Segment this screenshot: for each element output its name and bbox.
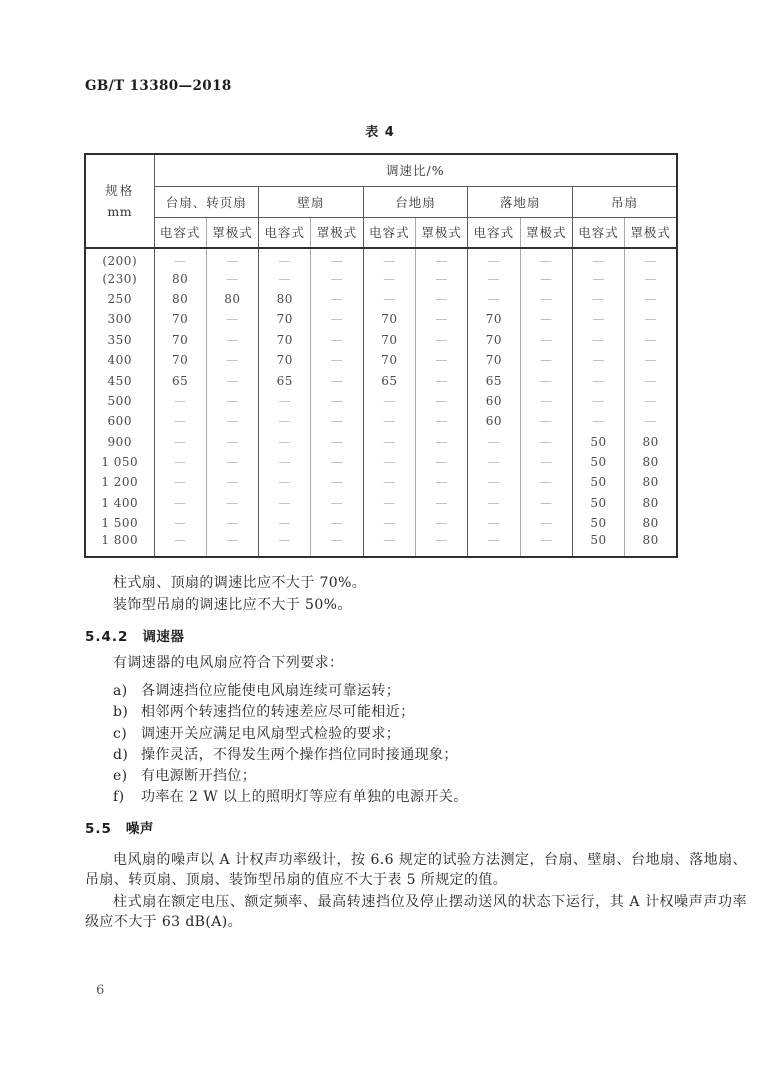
value-cell: 80	[625, 533, 677, 557]
table-row	[85, 411, 677, 431]
clause-heading-55	[85, 819, 747, 839]
value-cell: —	[363, 268, 415, 288]
table-row	[85, 432, 677, 452]
list-item	[113, 766, 747, 787]
subcol-header: 电容式	[468, 217, 520, 248]
value-cell: —	[363, 432, 415, 452]
value-cell: —	[363, 493, 415, 513]
subcol-header: 罩极式	[415, 217, 467, 248]
subcol-header: 罩极式	[206, 217, 258, 248]
value-cell: 70	[154, 309, 206, 329]
value-cell: —	[415, 452, 467, 472]
value-cell: —	[572, 370, 624, 390]
value-cell: —	[468, 472, 520, 492]
value-cell: 70	[154, 350, 206, 370]
spec-cell: 300	[107, 312, 132, 327]
value-cell: —	[520, 330, 572, 350]
list-item-marker: f)	[113, 789, 125, 806]
value-cell: 50	[572, 472, 624, 492]
value-cell: —	[363, 533, 415, 557]
value-cell: —	[415, 432, 467, 452]
table-row	[85, 309, 677, 329]
value-cell: —	[415, 533, 467, 557]
spec-header-cell	[85, 154, 154, 248]
table-row	[85, 370, 677, 390]
value-cell: —	[415, 248, 467, 268]
value-cell: 50	[572, 533, 624, 557]
table-caption: 表 4	[365, 125, 395, 140]
value-cell: —	[206, 472, 258, 492]
subcol-header: 电容式	[154, 217, 206, 248]
value-cell: 80	[259, 289, 311, 309]
clause-title: 调速器	[142, 629, 185, 645]
spec-cell: 1 050	[101, 455, 139, 470]
list-item-marker: c)	[113, 725, 128, 742]
page-number: 6	[96, 983, 105, 998]
group-header-desk-fan: 台扇、转页扇	[154, 186, 259, 217]
value-cell: —	[520, 350, 572, 370]
value-cell: —	[206, 248, 258, 268]
value-cell: —	[206, 350, 258, 370]
table-row	[85, 350, 677, 370]
value-cell: 70	[259, 350, 311, 370]
value-cell: —	[520, 248, 572, 268]
value-cell: —	[363, 513, 415, 533]
spec-cell: 450	[107, 373, 132, 388]
list-item-text: 有电源断开挡位；	[141, 768, 257, 785]
value-cell: —	[259, 268, 311, 288]
subcol-header: 电容式	[259, 217, 311, 248]
value-cell: —	[468, 533, 520, 557]
value-cell: —	[311, 411, 363, 431]
table-row	[85, 452, 677, 472]
table-row	[85, 493, 677, 513]
value-cell: —	[625, 411, 677, 431]
value-cell: —	[206, 268, 258, 288]
list-item	[113, 702, 747, 723]
value-cell: —	[259, 493, 311, 513]
value-cell: —	[154, 411, 206, 431]
value-cell: 60	[468, 411, 520, 431]
spec-cell: 350	[107, 332, 132, 347]
value-cell: —	[154, 391, 206, 411]
value-cell: 70	[259, 309, 311, 329]
value-cell: —	[520, 268, 572, 288]
table4	[84, 153, 678, 558]
list-item-marker: a)	[113, 683, 128, 699]
value-cell: —	[415, 513, 467, 533]
value-cell: 65	[468, 370, 520, 390]
value-cell: —	[468, 248, 520, 268]
value-cell: —	[520, 432, 572, 452]
table-row	[85, 472, 677, 492]
group-header-ceiling-fan: 吊扇	[572, 186, 677, 217]
group-header-wall-fan: 壁扇	[259, 186, 364, 217]
value-cell: —	[259, 411, 311, 431]
value-cell: —	[206, 309, 258, 329]
value-cell: —	[572, 248, 624, 268]
value-cell: —	[206, 533, 258, 557]
value-cell: 70	[259, 330, 311, 350]
table-row	[85, 533, 677, 557]
value-cell: —	[520, 289, 572, 309]
value-cell: 70	[154, 330, 206, 350]
value-cell: 70	[363, 309, 415, 329]
value-cell: 70	[468, 330, 520, 350]
table-row	[85, 513, 677, 533]
value-cell: 50	[572, 493, 624, 513]
list-item-text: 操作灵活，不得发生两个操作挡位同时接通现象；	[141, 746, 458, 763]
value-cell: —	[625, 350, 677, 370]
value-cell: —	[415, 268, 467, 288]
value-cell: —	[625, 391, 677, 411]
value-cell: —	[572, 309, 624, 329]
value-cell: —	[415, 472, 467, 492]
value-cell: —	[206, 370, 258, 390]
list-item-marker: d)	[113, 746, 129, 763]
value-cell: 80	[154, 268, 206, 288]
spec-unit-label: mm	[107, 204, 133, 219]
value-cell: 60	[468, 391, 520, 411]
list-item-text: 调速开关应满足电风扇型式检验的要求；	[141, 725, 401, 742]
noise-paragraph: 电风扇的噪声以 A 计权声功率级计，按 6.6 规定的试验方法测定，台扇、壁扇、台地扇、落地扇、吊扇、转页扇、顶扇、装饰型吊扇的值应不大于表 5 所规定的值。	[85, 851, 747, 889]
spec-cell: 400	[107, 353, 132, 368]
value-cell: —	[572, 350, 624, 370]
subcol-header: 罩极式	[625, 217, 677, 248]
value-cell: —	[206, 391, 258, 411]
value-cell: 50	[572, 432, 624, 452]
value-cell: —	[311, 452, 363, 472]
value-cell: —	[625, 248, 677, 268]
value-cell: —	[415, 370, 467, 390]
subcol-header: 罩极式	[520, 217, 572, 248]
value-cell: 80	[625, 472, 677, 492]
value-cell: —	[415, 330, 467, 350]
spec-cell: 250	[107, 291, 132, 306]
value-cell: —	[468, 493, 520, 513]
value-cell: —	[311, 309, 363, 329]
value-cell: —	[415, 289, 467, 309]
value-cell: —	[415, 391, 467, 411]
value-cell: —	[363, 391, 415, 411]
value-cell: —	[572, 330, 624, 350]
value-cell: —	[259, 513, 311, 533]
value-cell: —	[311, 493, 363, 513]
value-cell: —	[520, 533, 572, 557]
subcol-header: 罩极式	[311, 217, 363, 248]
subcol-header: 电容式	[572, 217, 624, 248]
value-cell: —	[520, 411, 572, 431]
list-item-marker: e)	[113, 768, 128, 785]
clause-number: 5.5	[85, 820, 112, 837]
value-cell: 80	[625, 513, 677, 533]
value-cell: —	[311, 350, 363, 370]
value-cell: —	[520, 513, 572, 533]
table-row	[85, 330, 677, 350]
value-cell: 65	[259, 370, 311, 390]
value-cell: 80	[625, 452, 677, 472]
value-cell: —	[415, 493, 467, 513]
spec-cell: 1 200	[101, 475, 139, 490]
value-cell: —	[206, 513, 258, 533]
value-cell: —	[259, 452, 311, 472]
value-cell: —	[311, 330, 363, 350]
value-cell: —	[415, 309, 467, 329]
value-cell: —	[520, 452, 572, 472]
value-cell: —	[572, 391, 624, 411]
value-cell: —	[154, 432, 206, 452]
value-cell: —	[468, 268, 520, 288]
spec-cell: 900	[107, 434, 132, 449]
value-cell: —	[625, 330, 677, 350]
value-cell: —	[311, 472, 363, 492]
standard-number: GB/T 13380—2018	[85, 78, 232, 94]
value-cell: —	[363, 411, 415, 431]
value-cell: —	[259, 533, 311, 557]
value-cell: —	[468, 432, 520, 452]
noise-paragraph: 柱式扇在额定电压、额定频率、最高转速挡位及停止摆动送风的状态下运行，其 A 计权噪声声功率级应不大于 63 dB(A)。	[85, 893, 747, 931]
value-cell: 65	[154, 370, 206, 390]
value-cell: 80	[154, 289, 206, 309]
list-item-text: 各调速挡位应能使电风扇连续可靠运转；	[141, 683, 401, 699]
value-cell: —	[363, 248, 415, 268]
value-cell: —	[154, 513, 206, 533]
table-subheader-row	[85, 217, 677, 248]
list-item	[113, 681, 747, 702]
spec-cell: 500	[107, 393, 132, 408]
value-cell: —	[259, 432, 311, 452]
value-cell: 80	[625, 493, 677, 513]
list-item-text: 功率在 2 W 以上的照明灯等应有单独的电源开关。	[141, 789, 468, 806]
value-cell: —	[520, 370, 572, 390]
value-cell: —	[415, 350, 467, 370]
spec-cell: 1 400	[101, 495, 139, 510]
value-cell: —	[625, 268, 677, 288]
clause-heading-542	[85, 627, 747, 647]
value-cell: —	[311, 432, 363, 452]
value-cell: —	[206, 411, 258, 431]
value-cell: —	[520, 472, 572, 492]
value-cell: 80	[625, 432, 677, 452]
value-cell: —	[520, 493, 572, 513]
group-header-floor-fan: 落地扇	[468, 186, 573, 217]
value-cell: —	[311, 289, 363, 309]
value-cell: —	[415, 411, 467, 431]
subcol-header: 电容式	[363, 217, 415, 248]
value-cell: —	[206, 432, 258, 452]
value-cell: 70	[363, 350, 415, 370]
value-cell: —	[259, 391, 311, 411]
list-item-text: 相邻两个转速挡位的转速差应尽可能相近；	[141, 704, 415, 721]
table-row	[85, 248, 677, 268]
value-cell: —	[520, 391, 572, 411]
table-note: 装饰型吊扇的调速比应不大于 50%。	[113, 597, 352, 613]
value-cell: 50	[572, 452, 624, 472]
value-cell: —	[311, 391, 363, 411]
value-cell: —	[363, 289, 415, 309]
value-cell: —	[154, 493, 206, 513]
value-cell: —	[206, 493, 258, 513]
value-cell: —	[311, 268, 363, 288]
value-cell: —	[154, 533, 206, 557]
table-row	[85, 391, 677, 411]
value-cell: 70	[468, 350, 520, 370]
value-cell: —	[468, 452, 520, 472]
value-cell: —	[625, 309, 677, 329]
value-cell: —	[154, 248, 206, 268]
value-cell: —	[468, 513, 520, 533]
requirements-list	[85, 681, 747, 809]
requirements-intro: 有调速器的电风扇应符合下列要求：	[113, 655, 344, 671]
spec-cell: 600	[107, 414, 132, 429]
list-item	[113, 745, 747, 766]
table-row	[85, 268, 677, 288]
value-cell: —	[154, 472, 206, 492]
value-cell: —	[572, 289, 624, 309]
group-header-desk-floor-fan: 台地扇	[363, 186, 468, 217]
value-cell: —	[206, 330, 258, 350]
table4-body	[85, 248, 677, 557]
value-cell: —	[572, 411, 624, 431]
speed-ratio-header: 调速比/%	[154, 154, 677, 186]
value-cell: —	[363, 452, 415, 472]
value-cell: 65	[363, 370, 415, 390]
value-cell: —	[154, 452, 206, 472]
value-cell: —	[520, 309, 572, 329]
value-cell: —	[311, 248, 363, 268]
spec-cell: (230)	[102, 271, 138, 286]
list-item	[113, 724, 747, 745]
main-text	[85, 572, 747, 933]
value-cell: —	[625, 289, 677, 309]
value-cell: —	[259, 248, 311, 268]
list-item	[113, 787, 747, 808]
value-cell: —	[468, 289, 520, 309]
table4-header	[85, 154, 677, 248]
value-cell: —	[206, 452, 258, 472]
value-cell: —	[311, 370, 363, 390]
value-cell: —	[363, 472, 415, 492]
value-cell: —	[311, 513, 363, 533]
value-cell: —	[572, 268, 624, 288]
value-cell: 70	[468, 309, 520, 329]
spec-header-label: 规格	[105, 183, 135, 198]
spec-cell: 1 500	[101, 516, 139, 531]
spec-cell: 1 800	[101, 533, 139, 548]
value-cell: —	[311, 533, 363, 557]
list-item-marker: b)	[113, 704, 129, 721]
clause-title: 噪声	[125, 820, 154, 837]
table-header-row	[85, 154, 677, 186]
value-cell: 80	[206, 289, 258, 309]
table-group-row	[85, 186, 677, 217]
table-note: 柱式扇、顶扇的调速比应不大于 70%。	[113, 575, 367, 591]
value-cell: —	[625, 370, 677, 390]
value-cell: 70	[363, 330, 415, 350]
value-cell: 50	[572, 513, 624, 533]
value-cell: —	[259, 472, 311, 492]
spec-cell: (200)	[102, 254, 138, 269]
table-row	[85, 289, 677, 309]
clause-number: 5.4.2	[85, 629, 129, 645]
